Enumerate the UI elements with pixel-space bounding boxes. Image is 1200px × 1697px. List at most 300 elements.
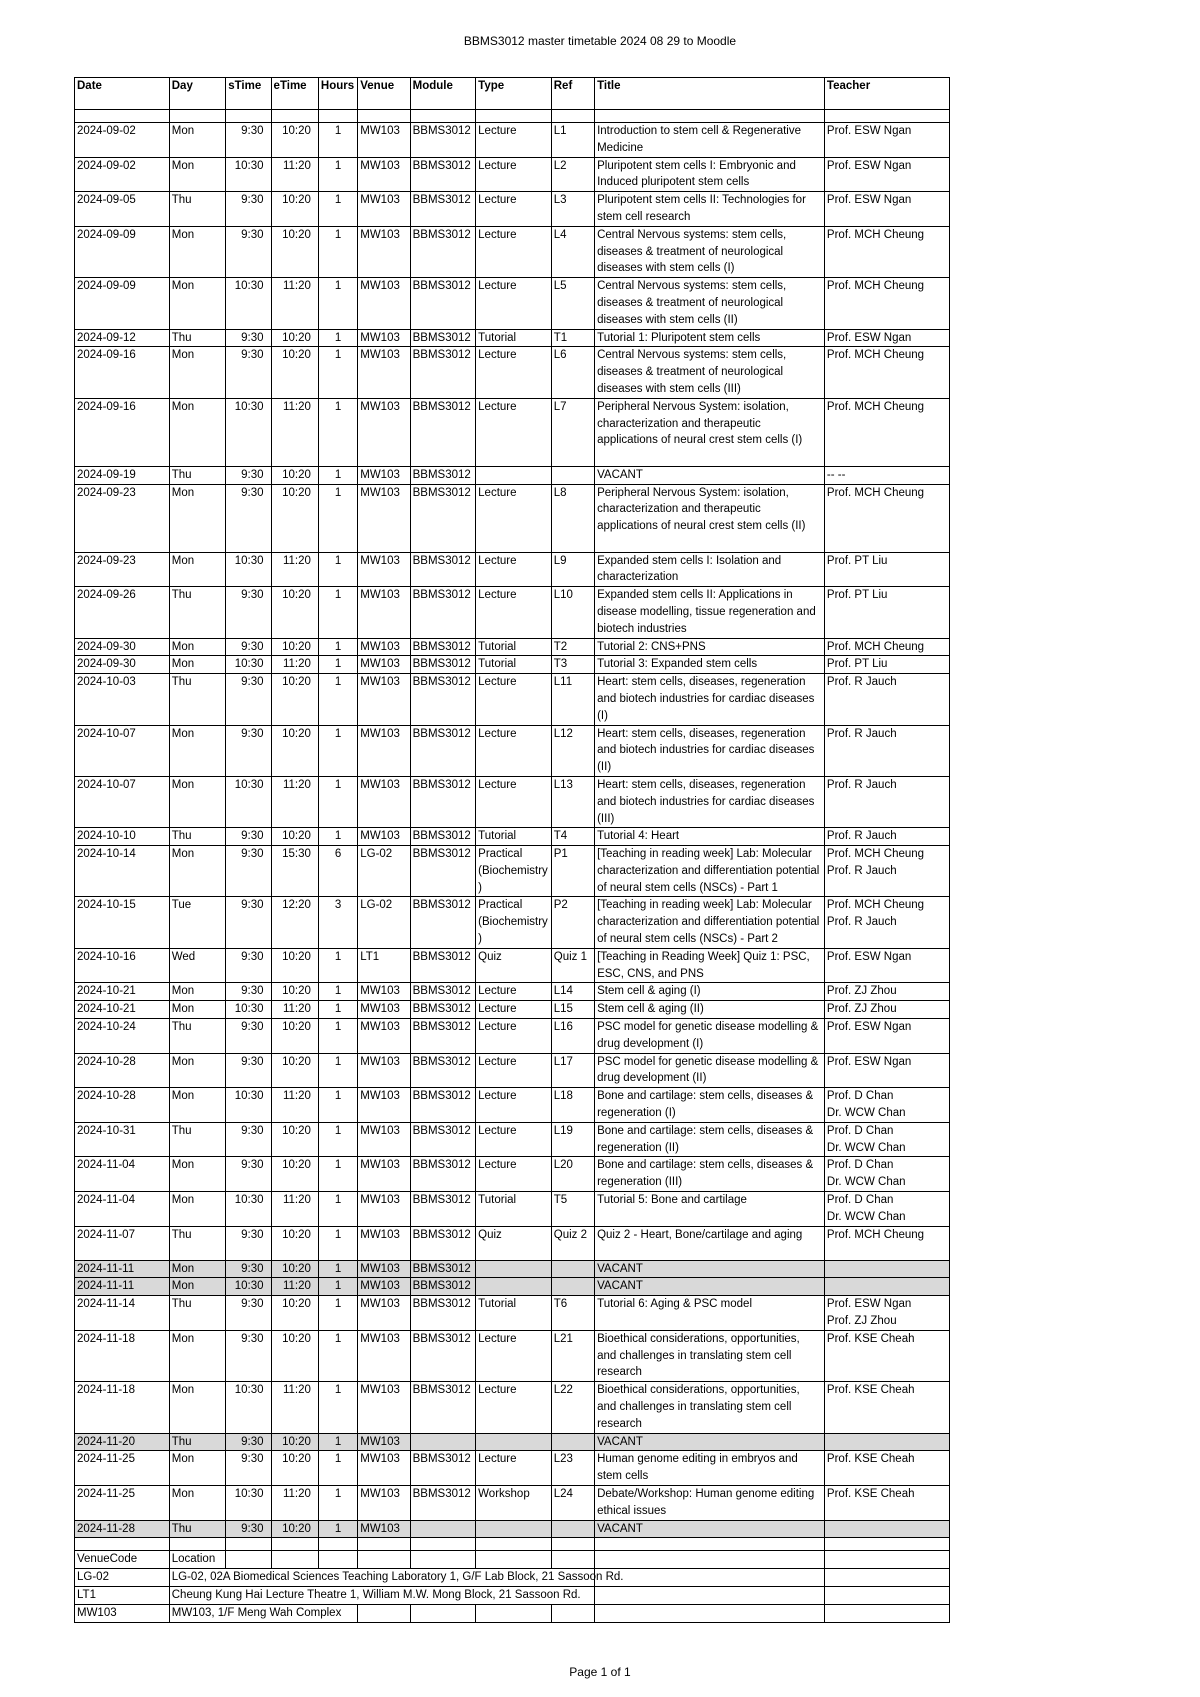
teacher-cell <box>824 1260 949 1278</box>
title-cell: Tutorial 6: Aging & PSC model <box>595 1296 825 1331</box>
ref-cell: L4 <box>551 226 594 277</box>
venue-cell: LG-02 <box>358 846 410 897</box>
date-cell: 2024-09-05 <box>75 192 170 227</box>
type-cell: Lecture <box>476 484 552 552</box>
hours-cell: 1 <box>318 1088 357 1123</box>
teacher-name-2: Prof. R Jauch <box>826 864 897 877</box>
venue-cell: MW103 <box>358 983 410 1001</box>
ref-cell: L1 <box>551 123 594 158</box>
spacer-row <box>75 1538 950 1551</box>
ref-cell: L7 <box>551 398 594 466</box>
type-cell: Practical (Biochemistry ) <box>476 846 552 897</box>
ref-cell: T3 <box>551 656 594 674</box>
page-footer: Page 1 of 1 <box>569 1665 631 1679</box>
end-time-cell: 10:20 <box>271 638 318 656</box>
module-cell: BBMS3012 <box>410 1088 476 1123</box>
module-cell: BBMS3012 <box>410 1382 476 1433</box>
teacher-name: Prof. ZJ Zhou <box>826 1003 897 1016</box>
date-cell: 2024-11-04 <box>75 1157 170 1192</box>
end-time-cell: 11:20 <box>271 1485 318 1520</box>
empty-cell <box>410 1551 476 1569</box>
empty-cell <box>410 1604 476 1622</box>
date-cell: 2024-09-16 <box>75 347 170 398</box>
column-header: Teacher <box>824 78 949 110</box>
empty-cell <box>318 1551 357 1569</box>
type-cell: Lecture <box>476 1019 552 1054</box>
table-row <box>75 638 950 656</box>
teacher-name: Prof. ESW Ngan <box>826 159 912 172</box>
teacher-cell <box>824 1019 949 1054</box>
module-cell: BBMS3012 <box>410 1192 476 1227</box>
date-cell: 2024-11-14 <box>75 1296 170 1331</box>
venue-cell: MW103 <box>358 329 410 347</box>
type-cell <box>476 1520 552 1538</box>
hours-cell: 1 <box>318 1433 357 1451</box>
start-time-cell: 9:30 <box>226 484 271 552</box>
table-row <box>75 1122 950 1157</box>
module-cell: BBMS3012 <box>410 466 476 484</box>
venue-cell: MW103 <box>358 1278 410 1296</box>
empty-cell <box>824 1604 949 1622</box>
venue-cell: MW103 <box>358 1296 410 1331</box>
title-cell: Bioethical considerations, opportunities, and challenges in translating stem cell research <box>595 1330 825 1381</box>
table-row <box>75 1088 950 1123</box>
table-row <box>75 1296 950 1331</box>
module-cell: BBMS3012 <box>410 656 476 674</box>
title-cell: Pluripotent stem cells II: Technologies for stem cell research <box>595 192 825 227</box>
start-time-cell: 9:30 <box>226 897 271 948</box>
hours-cell: 1 <box>318 948 357 983</box>
teacher-name-2: Dr. WCW Chan <box>826 1176 906 1189</box>
type-cell: Lecture <box>476 1451 552 1486</box>
end-time-cell: 10:20 <box>271 329 318 347</box>
hours-cell: 1 <box>318 1260 357 1278</box>
type-cell: Lecture <box>476 552 552 587</box>
ref-cell: L10 <box>551 587 594 638</box>
module-cell: BBMS3012 <box>410 398 476 466</box>
venue-cell: MW103 <box>358 1122 410 1157</box>
start-time-cell: 9:30 <box>226 1451 271 1486</box>
teacher-cell <box>824 1330 949 1381</box>
title-cell: Heart: stem cells, diseases, regeneration and biotech industries for cardiac diseases (II) <box>595 725 825 776</box>
teacher-cell <box>824 1157 949 1192</box>
title-cell: Peripheral Nervous System: isolation, characterization and therapeutic applications of neural crest stem cells (I) <box>595 398 825 466</box>
hours-cell: 1 <box>318 587 357 638</box>
venue-row <box>75 1569 950 1587</box>
venue-cell: MW103 <box>358 123 410 158</box>
teacher-name: Prof. ESW Ngan <box>826 125 912 137</box>
column-header: Module <box>410 78 476 110</box>
hours-cell: 1 <box>318 828 357 846</box>
type-cell <box>476 1433 552 1451</box>
teacher-name: Prof. R Jauch <box>826 727 897 740</box>
module-cell: BBMS3012 <box>410 278 476 329</box>
day-cell: Mon <box>169 226 225 277</box>
module-cell: BBMS3012 <box>410 1157 476 1192</box>
empty-cell <box>271 1538 318 1551</box>
day-cell: Mon <box>169 1001 225 1019</box>
module-cell: BBMS3012 <box>410 674 476 725</box>
module-cell: BBMS3012 <box>410 948 476 983</box>
hours-cell: 1 <box>318 552 357 587</box>
module-cell: BBMS3012 <box>410 1485 476 1520</box>
end-time-cell: 10:20 <box>271 226 318 277</box>
table-row <box>75 192 950 227</box>
teacher-cell <box>824 1433 949 1451</box>
day-cell: Thu <box>169 466 225 484</box>
teacher-cell <box>824 846 949 897</box>
ref-cell: T4 <box>551 828 594 846</box>
venue-location-cell: Cheung Kung Hai Lecture Theatre 1, William M.W. Mong Block, 21 Sassoon Rd. <box>169 1586 594 1604</box>
ref-cell: L14 <box>551 983 594 1001</box>
module-cell <box>410 1433 476 1451</box>
empty-cell <box>551 1604 594 1622</box>
start-time-cell: 9:30 <box>226 1157 271 1192</box>
title-cell: [Teaching in reading week] Lab: Molecular characterization and differentiation potential of neural stem cells (NSCs) - Part 1 <box>595 846 825 897</box>
teacher-cell <box>824 552 949 587</box>
teacher-name: Prof. MCH Cheung <box>826 400 925 413</box>
date-cell: 2024-10-03 <box>75 674 170 725</box>
title-cell: Bioethical considerations, opportunities, and challenges in translating stem cell research <box>595 1382 825 1433</box>
empty-cell <box>595 1604 825 1622</box>
table-row <box>75 347 950 398</box>
type-cell <box>476 1278 552 1296</box>
table-row <box>75 552 950 587</box>
start-time-cell: 9:30 <box>226 1260 271 1278</box>
date-cell: 2024-09-12 <box>75 329 170 347</box>
venue-cell: MW103 <box>358 226 410 277</box>
teacher-name: Prof. ESW Ngan <box>826 1021 912 1034</box>
teacher-cell <box>824 725 949 776</box>
venue-cell: MW103 <box>358 1451 410 1486</box>
venue-cell: MW103 <box>358 466 410 484</box>
start-time-cell: 9:30 <box>226 1520 271 1538</box>
start-time-cell: 10:30 <box>226 552 271 587</box>
start-time-cell: 9:30 <box>226 466 271 484</box>
day-cell: Mon <box>169 1260 225 1278</box>
venue-code-cell: VenueCode <box>75 1551 170 1569</box>
date-cell: 2024-11-04 <box>75 1192 170 1227</box>
module-cell: BBMS3012 <box>410 1053 476 1088</box>
empty-cell <box>824 1586 949 1604</box>
teacher-name-2: Prof. R Jauch <box>826 916 897 929</box>
type-cell: Quiz <box>476 948 552 983</box>
empty-cell <box>824 1569 949 1587</box>
day-cell: Mon <box>169 1157 225 1192</box>
end-time-cell: 11:20 <box>271 552 318 587</box>
title-cell: Tutorial 5: Bone and cartilage <box>595 1192 825 1227</box>
teacher-name: Prof. KSE Cheah <box>826 1453 915 1466</box>
teacher-cell <box>824 1192 949 1227</box>
date-cell: 2024-09-09 <box>75 226 170 277</box>
table-row <box>75 1330 950 1381</box>
title-cell: Tutorial 2: CNS+PNS <box>595 638 825 656</box>
day-cell: Mon <box>169 638 225 656</box>
type-cell <box>476 466 552 484</box>
title-cell: VACANT <box>595 1433 825 1451</box>
teacher-name: Prof. PT Liu <box>826 658 888 671</box>
spacer-row <box>75 110 950 123</box>
table-row <box>75 466 950 484</box>
end-time-cell: 10:20 <box>271 1330 318 1381</box>
venue-cell: MW103 <box>358 1485 410 1520</box>
empty-cell <box>271 1551 318 1569</box>
empty-cell <box>595 1551 825 1569</box>
hours-cell: 1 <box>318 776 357 827</box>
hours-cell: 6 <box>318 846 357 897</box>
type-cell: Lecture <box>476 347 552 398</box>
module-cell <box>410 1520 476 1538</box>
teacher-name: Prof. KSE Cheah <box>826 1487 915 1500</box>
column-header: Day <box>169 78 225 110</box>
title-cell: Bone and cartilage: stem cells, diseases & regeneration (II) <box>595 1122 825 1157</box>
end-time-cell: 11:20 <box>271 776 318 827</box>
venue-cell: MW103 <box>358 278 410 329</box>
hours-cell: 1 <box>318 1278 357 1296</box>
start-time-cell: 9:30 <box>226 1433 271 1451</box>
table-row <box>75 948 950 983</box>
date-cell: 2024-11-18 <box>75 1382 170 1433</box>
ref-cell: L17 <box>551 1053 594 1088</box>
hours-cell: 1 <box>318 656 357 674</box>
date-cell: 2024-10-14 <box>75 846 170 897</box>
ref-cell: T6 <box>551 1296 594 1331</box>
title-cell: Tutorial 3: Expanded stem cells <box>595 656 825 674</box>
empty-cell <box>169 110 225 123</box>
date-cell: 2024-11-28 <box>75 1520 170 1538</box>
ref-cell: Quiz 1 <box>551 948 594 983</box>
title-cell: Heart: stem cells, diseases, regeneration and biotech industries for cardiac diseases (I) <box>595 674 825 725</box>
hours-cell: 1 <box>318 1001 357 1019</box>
teacher-name: Prof. R Jauch <box>826 830 897 843</box>
teacher-name: Prof. MCH Cheung <box>826 640 925 653</box>
venue-cell: MW103 <box>358 1088 410 1123</box>
day-cell: Mon <box>169 725 225 776</box>
hours-cell: 1 <box>318 1192 357 1227</box>
hours-cell: 1 <box>318 1520 357 1538</box>
venue-location-cell: MW103, 1/F Meng Wah Complex <box>169 1604 357 1622</box>
venue-cell: MW103 <box>358 1157 410 1192</box>
hours-cell: 3 <box>318 897 357 948</box>
teacher-cell <box>824 1296 949 1331</box>
start-time-cell: 10:30 <box>226 1485 271 1520</box>
day-cell: Mon <box>169 1485 225 1520</box>
end-time-cell: 10:20 <box>271 1260 318 1278</box>
end-time-cell: 10:20 <box>271 674 318 725</box>
type-cell: Lecture <box>476 1330 552 1381</box>
ref-cell: P1 <box>551 846 594 897</box>
venue-cell: MW103 <box>358 484 410 552</box>
empty-cell <box>476 1538 552 1551</box>
title-cell: VACANT <box>595 466 825 484</box>
empty-cell <box>226 1551 271 1569</box>
end-time-cell: 10:20 <box>271 1520 318 1538</box>
table-row <box>75 1278 950 1296</box>
start-time-cell: 10:30 <box>226 157 271 192</box>
teacher-cell <box>824 897 949 948</box>
venue-cell: MW103 <box>358 1382 410 1433</box>
column-header: Title <box>595 78 825 110</box>
table-row <box>75 656 950 674</box>
table-row <box>75 828 950 846</box>
day-cell: Mon <box>169 776 225 827</box>
teacher-cell <box>824 587 949 638</box>
ref-cell <box>551 1520 594 1538</box>
end-time-cell: 11:20 <box>271 1001 318 1019</box>
hours-cell: 1 <box>318 1019 357 1054</box>
venue-cell: MW103 <box>358 192 410 227</box>
hours-cell: 1 <box>318 278 357 329</box>
empty-cell <box>226 1538 271 1551</box>
end-time-cell: 10:20 <box>271 1433 318 1451</box>
type-cell: Lecture <box>476 1001 552 1019</box>
type-cell: Quiz <box>476 1226 552 1260</box>
title-cell: Human genome editing in embryos and stem cells <box>595 1451 825 1486</box>
teacher-cell <box>824 398 949 466</box>
day-cell: Thu <box>169 1122 225 1157</box>
teacher-name: Prof. ESW Ngan <box>826 1298 912 1311</box>
title-cell: Pluripotent stem cells I: Embryonic and Induced pluripotent stem cells <box>595 157 825 192</box>
title-cell: Stem cell & aging (I) <box>595 983 825 1001</box>
title-cell: Tutorial 4: Heart <box>595 828 825 846</box>
hours-cell: 1 <box>318 1157 357 1192</box>
teacher-name-2: Dr. WCW Chan <box>826 1210 906 1223</box>
module-cell: BBMS3012 <box>410 587 476 638</box>
teacher-cell <box>824 329 949 347</box>
ref-cell <box>551 466 594 484</box>
hours-cell: 1 <box>318 1296 357 1331</box>
teacher-name: Prof. R Jauch <box>826 778 897 791</box>
teacher-name: Prof. ESW Ngan <box>826 194 912 207</box>
day-cell: Mon <box>169 983 225 1001</box>
table-row <box>75 398 950 466</box>
end-time-cell: 10:20 <box>271 948 318 983</box>
teacher-name: Prof. PT Liu <box>826 554 888 567</box>
end-time-cell: 11:20 <box>271 656 318 674</box>
start-time-cell: 9:30 <box>226 1226 271 1260</box>
table-row <box>75 157 950 192</box>
venue-cell: MW103 <box>358 1192 410 1227</box>
empty-cell <box>358 110 410 123</box>
table-row <box>75 484 950 552</box>
empty-cell <box>358 1551 410 1569</box>
day-cell: Thu <box>169 329 225 347</box>
ref-cell: T5 <box>551 1192 594 1227</box>
column-header: eTime <box>271 78 318 110</box>
teacher-name: Prof. MCH Cheung <box>826 280 925 293</box>
hours-cell: 1 <box>318 1451 357 1486</box>
teacher-cell <box>824 1122 949 1157</box>
ref-cell: L22 <box>551 1382 594 1433</box>
module-cell: BBMS3012 <box>410 347 476 398</box>
column-header: Hours <box>318 78 357 110</box>
empty-cell <box>595 110 825 123</box>
start-time-cell: 9:30 <box>226 828 271 846</box>
teacher-cell <box>824 1088 949 1123</box>
type-cell: Lecture <box>476 725 552 776</box>
hours-cell: 1 <box>318 484 357 552</box>
ref-cell <box>551 1433 594 1451</box>
teacher-name: Prof. D Chan <box>826 1194 894 1207</box>
table-row <box>75 983 950 1001</box>
empty-cell <box>824 1538 949 1551</box>
teacher-name: Prof. ESW Ngan <box>826 331 912 344</box>
date-cell: 2024-11-25 <box>75 1485 170 1520</box>
start-time-cell: 9:30 <box>226 1122 271 1157</box>
start-time-cell: 9:30 <box>226 846 271 897</box>
ref-cell: L11 <box>551 674 594 725</box>
module-cell: BBMS3012 <box>410 1278 476 1296</box>
ref-cell: L2 <box>551 157 594 192</box>
type-cell: Lecture <box>476 1122 552 1157</box>
empty-cell <box>824 110 949 123</box>
table-row <box>75 1226 950 1260</box>
teacher-name: Prof. D Chan <box>826 1090 894 1103</box>
module-cell: BBMS3012 <box>410 1330 476 1381</box>
venue-cell: MW103 <box>358 552 410 587</box>
teacher-cell <box>824 1451 949 1486</box>
hours-cell: 1 <box>318 226 357 277</box>
teacher-name: -- -- <box>826 468 846 481</box>
date-cell: 2024-09-09 <box>75 278 170 329</box>
table-row <box>75 1192 950 1227</box>
table-row <box>75 1382 950 1433</box>
date-cell: 2024-11-07 <box>75 1226 170 1260</box>
end-time-cell: 10:20 <box>271 1226 318 1260</box>
teacher-cell <box>824 1053 949 1088</box>
end-time-cell: 10:20 <box>271 725 318 776</box>
teacher-cell <box>824 1485 949 1520</box>
start-time-cell: 10:30 <box>226 1382 271 1433</box>
type-cell: Tutorial <box>476 1296 552 1331</box>
module-cell: BBMS3012 <box>410 828 476 846</box>
title-cell: Expanded stem cells I: Isolation and characterization <box>595 552 825 587</box>
start-time-cell: 9:30 <box>226 1330 271 1381</box>
start-time-cell: 10:30 <box>226 278 271 329</box>
date-cell: 2024-09-02 <box>75 123 170 158</box>
venue-cell: MW103 <box>358 157 410 192</box>
ref-cell: T2 <box>551 638 594 656</box>
end-time-cell: 11:20 <box>271 1088 318 1123</box>
teacher-cell <box>824 674 949 725</box>
date-cell: 2024-10-15 <box>75 897 170 948</box>
teacher-name: Prof. R Jauch <box>826 676 897 689</box>
empty-cell <box>551 110 594 123</box>
table-row <box>75 1485 950 1520</box>
hours-cell: 1 <box>318 1382 357 1433</box>
type-cell: Lecture <box>476 398 552 466</box>
venue-cell: MW103 <box>358 656 410 674</box>
start-time-cell: 10:30 <box>226 1088 271 1123</box>
module-cell: BBMS3012 <box>410 157 476 192</box>
empty-cell <box>169 1538 225 1551</box>
empty-cell <box>476 1604 552 1622</box>
end-time-cell: 10:20 <box>271 983 318 1001</box>
venue-cell: MW103 <box>358 1520 410 1538</box>
empty-cell <box>551 1538 594 1551</box>
module-cell: BBMS3012 <box>410 1019 476 1054</box>
title-cell: VACANT <box>595 1520 825 1538</box>
empty-cell <box>551 1551 594 1569</box>
venue-code-cell: LT1 <box>75 1586 170 1604</box>
ref-cell <box>551 1278 594 1296</box>
end-time-cell: 10:20 <box>271 1019 318 1054</box>
day-cell: Wed <box>169 948 225 983</box>
hours-cell: 1 <box>318 329 357 347</box>
teacher-cell <box>824 828 949 846</box>
module-cell: BBMS3012 <box>410 638 476 656</box>
day-cell: Thu <box>169 674 225 725</box>
